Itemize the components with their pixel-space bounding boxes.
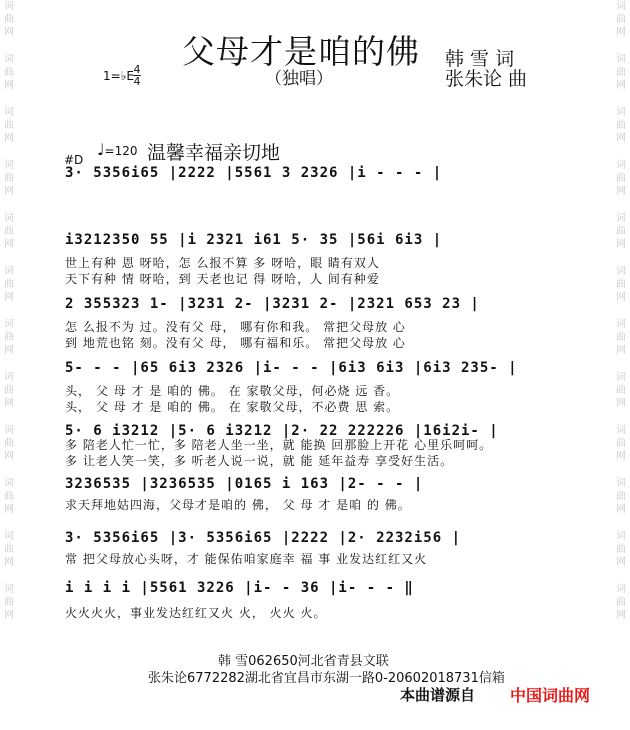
watermark-char: 曲 [4, 597, 14, 608]
watermark-char: 词 [4, 107, 14, 118]
composer-credit: 张朱论 曲 [445, 68, 528, 90]
watermark-char: 网 [4, 451, 14, 462]
lyrics-line: 到 地荒也铭 刻。没有父 母， 哪有福和乐。 常把父母放 心 [65, 336, 406, 350]
notation-line: 3· 5356i65 |2222 |5561 3 2326 |i - - - | [65, 165, 443, 181]
expression-marking: 温馨幸福亲切地 [147, 142, 281, 164]
watermark-char: 网 [4, 80, 14, 91]
watermark-char: 词 [616, 531, 626, 542]
watermark-char: 曲 [616, 332, 626, 343]
watermark-char: 词 [4, 425, 14, 436]
watermark-char: 网 [616, 451, 626, 462]
watermark-char: 网 [616, 133, 626, 144]
watermark-char: 曲 [616, 226, 626, 237]
notation-line: 3· 5356i65 |3· 5356i65 |2222 |2· 2232i56 | [65, 530, 462, 546]
watermark-char: 词 [4, 54, 14, 65]
watermark-char: 词 [4, 584, 14, 595]
watermark-char: 曲 [616, 67, 626, 78]
watermark-char: 曲 [4, 332, 14, 343]
tempo-marking [97, 140, 138, 159]
tempo-value: =120 [104, 144, 138, 158]
lyrics-line: 天下有种 情 呀哈，到 天老也记 得 呀哈，人 间有种爱 [65, 272, 380, 286]
watermark-char: 网 [4, 398, 14, 409]
watermark-char: 词 [616, 213, 626, 224]
meter-top: 4 [133, 63, 141, 76]
lyricist-credit: 韩 雪 词 [445, 48, 515, 70]
watermark-char: 词 [4, 319, 14, 330]
watermark-char: 网 [4, 186, 14, 197]
watermark-char: 网 [616, 186, 626, 197]
watermark-char: 网 [616, 610, 626, 621]
watermark-char: 曲 [616, 385, 626, 396]
watermark-char: 网 [4, 610, 14, 621]
watermark-char: 词 [616, 425, 626, 436]
watermark-char: 网 [4, 504, 14, 515]
watermark-char: 曲 [616, 120, 626, 131]
watermark-char: 网 [616, 398, 626, 409]
watermark-char: 网 [4, 133, 14, 144]
watermark-char: 网 [4, 345, 14, 356]
time-signature [133, 64, 141, 87]
lyrics-line: 多 让老人笑一笑，多 听老人说一说，就 能 延年益寿 享受好生活。 [65, 454, 454, 468]
footer-line-1: 韩 雪062650河北省青县文联 [218, 654, 389, 669]
watermark-char: 网 [616, 292, 626, 303]
watermark-char: 词 [616, 1, 626, 12]
watermark-char: 曲 [4, 67, 14, 78]
watermark-left [2, 0, 16, 730]
notation-line: 5· 6 i3212 |5· 6 i3212 |2· 22 222226 |16i2i- | [65, 423, 499, 439]
watermark-char: 曲 [4, 173, 14, 184]
quarter-note-icon: ♩ [97, 140, 105, 159]
watermark-char: 网 [616, 27, 626, 38]
site-label: 中国词曲网 [510, 686, 591, 705]
watermark-char: 词 [616, 107, 626, 118]
watermark-char: 词 [616, 54, 626, 65]
watermark-char: 词 [4, 1, 14, 12]
watermark-char: 曲 [4, 279, 14, 290]
lyrics-line: 常 把父母放心头呀，才 能保佑咱家庭幸 福 事 业发达红红又火 [65, 552, 428, 566]
lyrics-line: 世上有种 恩 呀哈，怎 么报不算 多 呀哈，眼 睛有双人 [65, 256, 380, 270]
source-label: 本曲谱源自 [400, 686, 476, 704]
song-title: 父母才是咱的佛 [182, 32, 420, 71]
watermark-char: 曲 [4, 438, 14, 449]
watermark-char: 词 [4, 478, 14, 489]
watermark-char: 曲 [616, 173, 626, 184]
notation-line: i i i i |5561 3226 |i- - 36 |i- - - ‖ [65, 580, 414, 596]
lyrics-line: 火火火火，事业发达红红又火 火， 火火 火。 [65, 606, 327, 620]
watermark-char: 词 [616, 160, 626, 171]
watermark-char: 曲 [4, 226, 14, 237]
watermark-char: 曲 [616, 544, 626, 555]
notation-line: 2 355323 1- |3231 2- |3231 2- |2321 653 23 | [65, 296, 480, 312]
watermark-char: 曲 [616, 438, 626, 449]
watermark-char: 词 [616, 266, 626, 277]
watermark-char: 词 [616, 372, 626, 383]
watermark-char: 曲 [616, 279, 626, 290]
watermark-char: 网 [4, 239, 14, 250]
watermark-char: 曲 [4, 14, 14, 25]
watermark-char: 曲 [4, 544, 14, 555]
watermark-char: 网 [616, 504, 626, 515]
watermark-char: 词 [4, 372, 14, 383]
meter-bottom: 4 [133, 75, 141, 88]
watermark-char: 曲 [4, 491, 14, 502]
watermark-char: 词 [616, 319, 626, 330]
lyrics-line: 怎 么报不为 过。没有父 母， 哪有你和我。 常把父母放 心 [65, 320, 406, 334]
watermark-char: 网 [616, 239, 626, 250]
watermark-char: 曲 [4, 120, 14, 131]
watermark-char: 词 [4, 213, 14, 224]
song-subtitle: （独唱） [265, 69, 333, 89]
watermark-char: 词 [4, 160, 14, 171]
watermark-char: 词 [616, 478, 626, 489]
watermark-char: 曲 [616, 491, 626, 502]
watermark-char: 曲 [616, 597, 626, 608]
lyrics-line: 多 陪老人忙一忙，多 陪老人坐一坐，就 能换 回那脸上开花 心里乐呵呵。 [65, 438, 493, 452]
footer-line-2: 张朱论6772282湖北省宜昌市东湖一路0-20602018731信箱 [148, 671, 505, 686]
watermark-char: 网 [616, 557, 626, 568]
lyrics-line: 求天拜地姑四海，父母才是咱的 佛， 父 母 才 是咱 的 佛。 [65, 498, 411, 512]
key-alt: #D [64, 153, 84, 167]
notation-line: 5- - - |65 6i3 2326 |i- - - |6i3 6i3 |6i3 235- | [65, 360, 518, 376]
notation-line: i3212350 55 |i 2321 i61 5· 35 |56i 6i3 | [65, 232, 443, 248]
watermark-char: 网 [616, 345, 626, 356]
watermark-char: 曲 [616, 14, 626, 25]
watermark-char: 曲 [4, 385, 14, 396]
watermark-char: 网 [4, 27, 14, 38]
watermark-char: 词 [4, 266, 14, 277]
key-signature: 1=♭E [103, 69, 134, 83]
watermark-char: 网 [4, 292, 14, 303]
watermark-char: 网 [616, 80, 626, 91]
watermark-char: 词 [616, 584, 626, 595]
lyrics-line: 头， 父 母 才 是 咱的 佛。 在 家敬父母，不必费 思 索。 [65, 400, 400, 414]
watermark-right [614, 0, 628, 730]
watermark-char: 网 [4, 557, 14, 568]
lyrics-line: 头， 父 母 才 是 咱的 佛。 在 家敬父母，何必烧 远 香。 [65, 384, 400, 398]
notation-line: 3236535 |3236535 |0165 i 163 |2- - - | [65, 476, 424, 492]
watermark-char: 词 [4, 531, 14, 542]
